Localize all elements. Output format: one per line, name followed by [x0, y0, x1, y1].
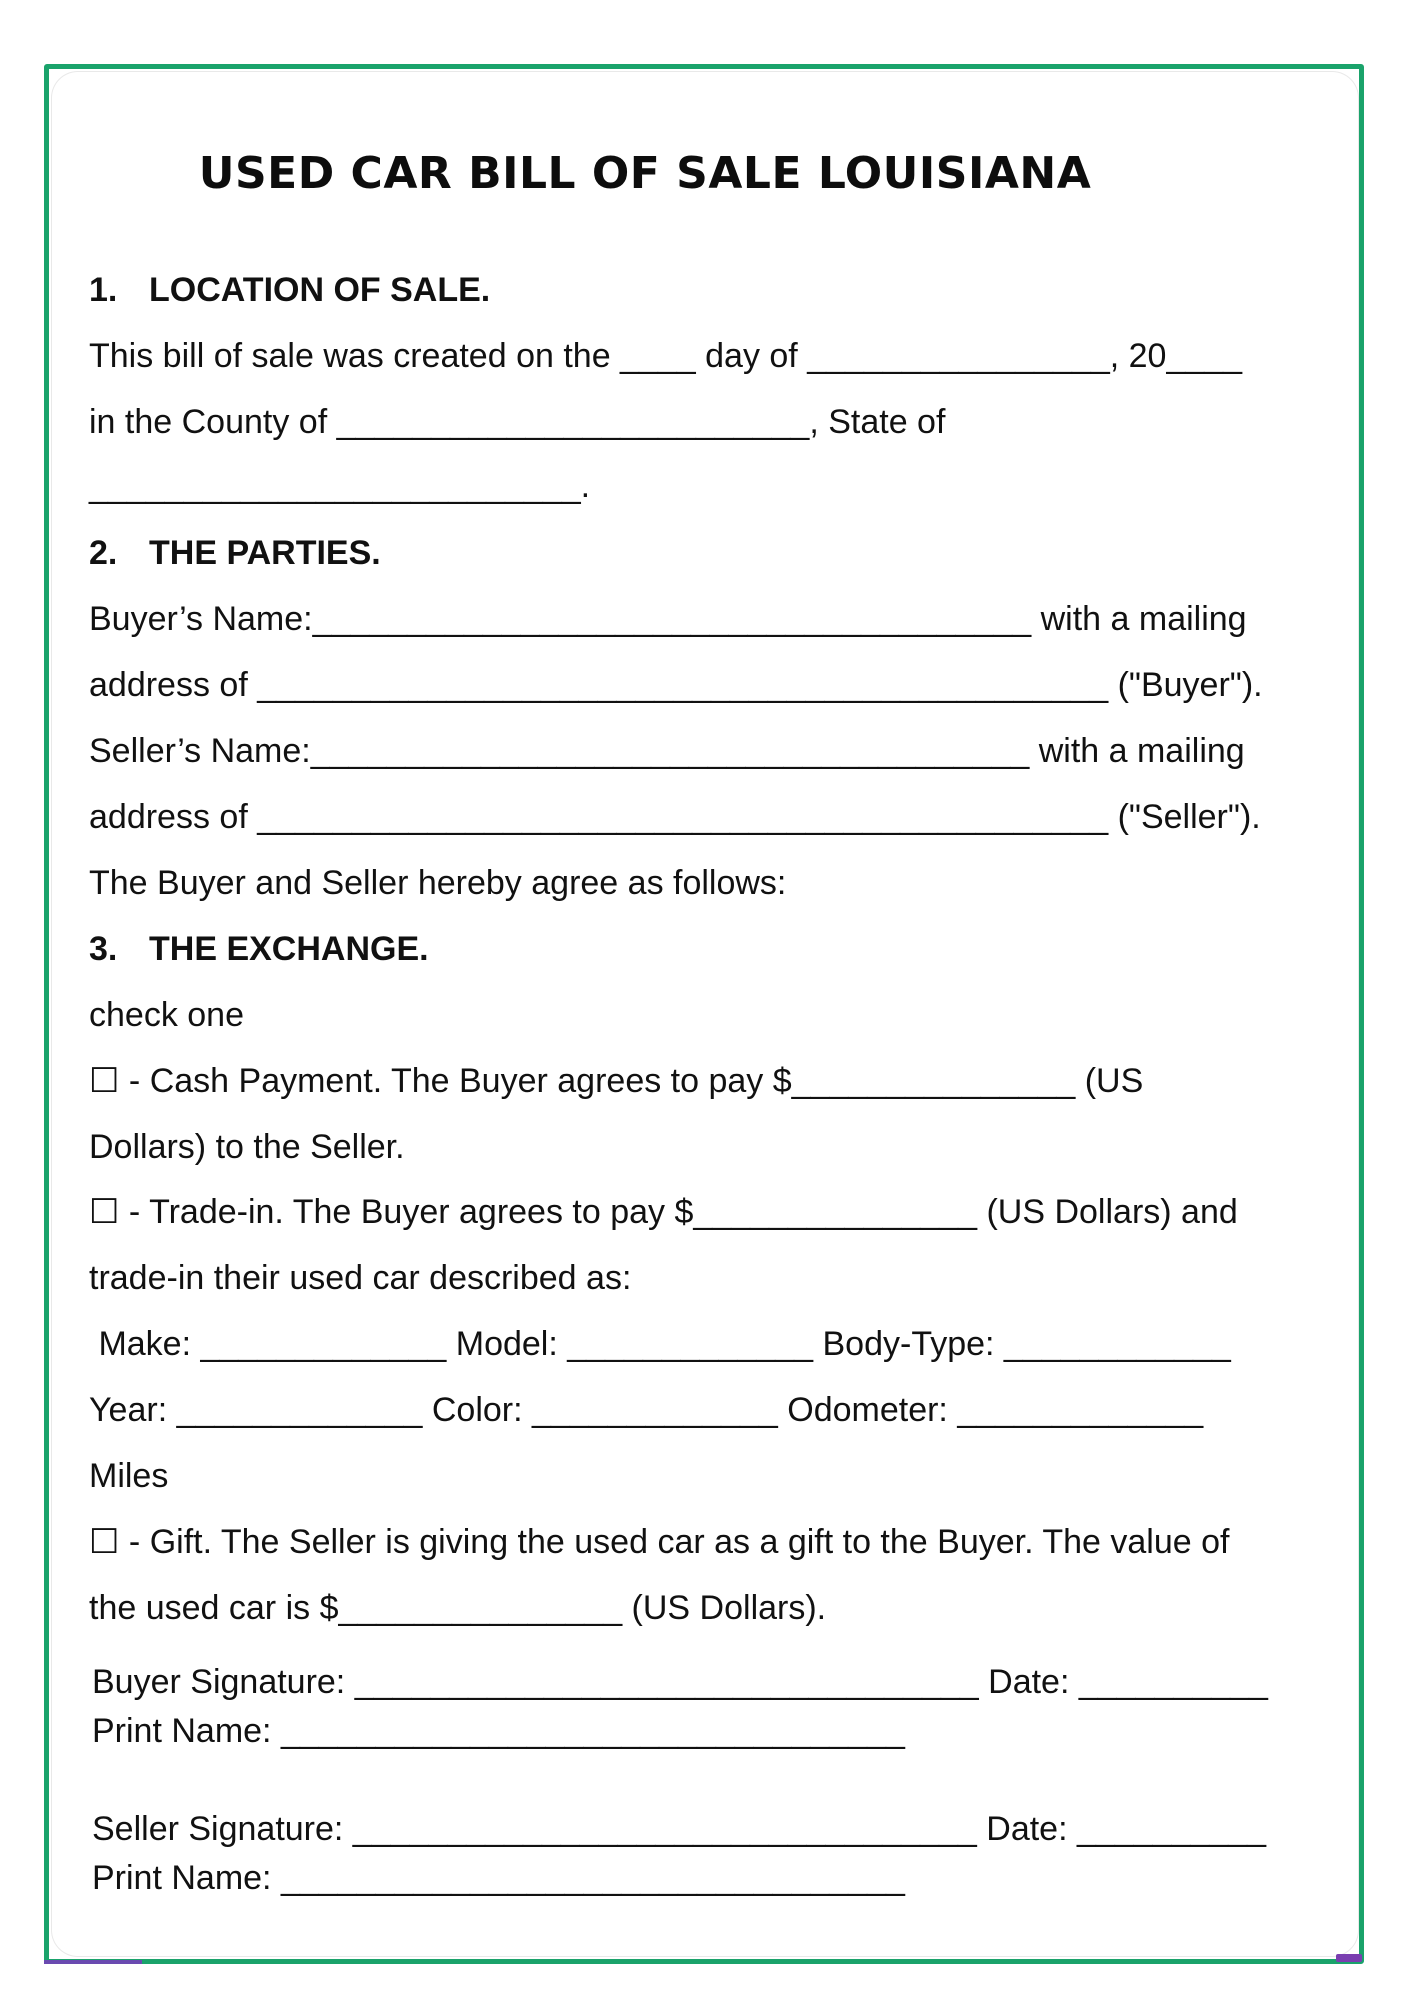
- seller-address-line: address of _____________________________________________ ("Seller").: [89, 798, 1261, 836]
- buyer-name-line: Buyer’s Name:______________________________________ with a mailing: [89, 600, 1247, 638]
- section-number: 3.: [89, 930, 118, 968]
- section-heading-text: LOCATION OF SALE.: [149, 271, 491, 309]
- check-one-label: check one: [89, 996, 244, 1034]
- buyer-address-line: address of _____________________________________________ ("Buyer").: [89, 666, 1263, 704]
- trade-in-continued: trade-in their used car described as:: [89, 1259, 632, 1297]
- location-state-line: __________________________.: [89, 467, 591, 505]
- location-county-line: in the County of _________________________, State of: [89, 403, 946, 441]
- cash-payment-option: ☐ - Cash Payment. The Buyer agrees to pay $_______________ (US: [89, 1062, 1144, 1100]
- buyer-print-name-line: Print Name: _________________________________: [92, 1712, 905, 1750]
- vehicle-year-color-line: Year: _____________ Color: _____________ Odometer: _____________: [89, 1391, 1204, 1429]
- cash-payment-continued: Dollars) to the Seller.: [89, 1128, 405, 1166]
- section-number: 1.: [89, 271, 118, 309]
- section-number: 2.: [89, 534, 118, 572]
- location-date-line: This bill of sale was created on the ____ day of ________________, 20____: [89, 337, 1243, 375]
- buyer-signature-line: Buyer Signature: _________________________________ Date: __________: [92, 1663, 1268, 1701]
- section-heading-location: [89, 270, 490, 310]
- seller-print-name-line: Print Name: _________________________________: [92, 1859, 905, 1897]
- agreement-line: The Buyer and Seller hereby agree as follows:: [89, 864, 787, 902]
- section-heading-text: THE EXCHANGE.: [149, 930, 429, 968]
- odometer-unit-line: Miles: [89, 1457, 169, 1495]
- seller-signature-line: Seller Signature: _________________________________ Date: __________: [92, 1810, 1267, 1848]
- corner-accent-left: [44, 1960, 142, 1964]
- trade-in-option: ☐ - Trade-in. The Buyer agrees to pay $_______________ (US Dollars) and: [89, 1193, 1238, 1231]
- section-heading-parties: [89, 533, 381, 573]
- gift-option: ☐ - Gift. The Seller is giving the used car as a gift to the Buyer. The value of: [89, 1523, 1230, 1561]
- section-heading-text: THE PARTIES.: [149, 534, 381, 572]
- section-heading-exchange: [89, 929, 429, 969]
- seller-name-line: Seller’s Name:______________________________________ with a mailing: [89, 732, 1245, 770]
- vehicle-make-model-line: Make: _____________ Model: _____________ Body-Type: ____________: [89, 1325, 1231, 1363]
- gift-value-line: the used car is $_______________ (US Dollars).: [89, 1589, 827, 1627]
- document-title: USED CAR BILL OF SALE LOUISIANA: [198, 148, 1092, 199]
- corner-accent: [1336, 1954, 1362, 1962]
